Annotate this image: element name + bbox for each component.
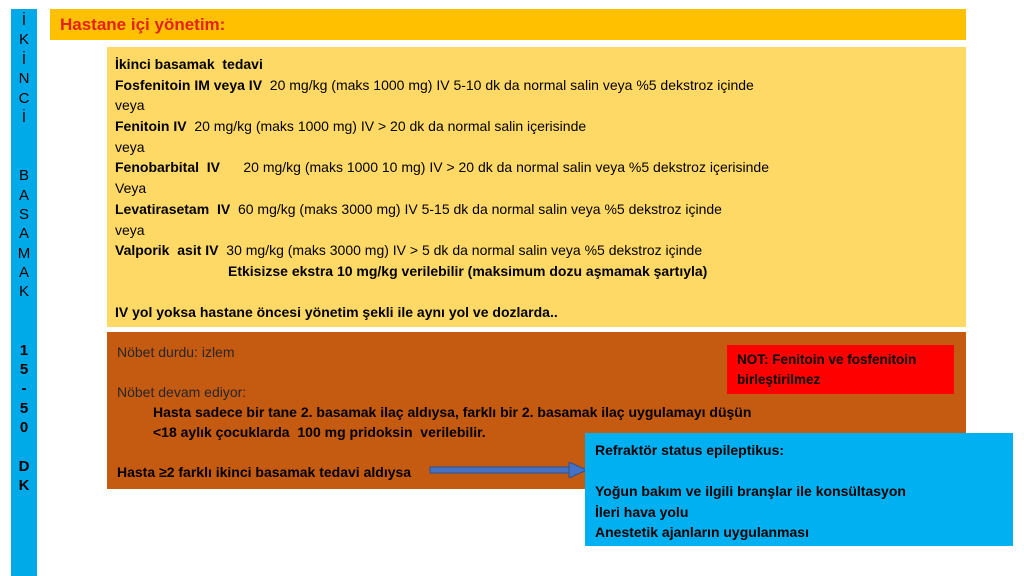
note-line: birleştirilmez: [737, 372, 821, 387]
sidebar-letter: -: [21, 380, 27, 398]
sidebar-letter: A: [18, 225, 29, 243]
sidebar-letter: 1: [19, 341, 29, 359]
sidebar-letter: İ: [21, 108, 27, 126]
connector: Veya: [115, 180, 147, 197]
drug-row: [115, 157, 966, 178]
refractory-title: Refraktör status epileptikus:: [595, 442, 785, 458]
extra-dose-note: Etkisizse ekstra 10 mg/kg verilebilir (maksimum dozu aşmamak şartıyla): [228, 262, 708, 279]
drug-row: [115, 199, 966, 220]
sidebar-letter: N: [18, 70, 30, 88]
sidebar-letter: C: [18, 89, 30, 107]
sidebar-letter: K: [18, 477, 30, 495]
refractory-item: İleri hava yolu: [595, 503, 689, 520]
sidebar-letter: 5: [19, 399, 29, 417]
drug-dose: 60 mg/kg (maks 3000 mg) IV 5-15 dk da normal salin veya %5 dekstroz içinde: [230, 200, 722, 217]
iv-fallback-note: IV yol yoksa hastane öncesi yönetim şekli ile aynı yol ve dozlarda..: [115, 304, 558, 321]
drug-dose: 20 mg/kg (maks 1000 10 mg) IV > 20 dk da normal salin veya %5 dekstroz içerisinde: [220, 159, 769, 176]
drug-row: [115, 75, 966, 96]
refractory-status-box: [585, 433, 1013, 546]
drug-row: [115, 240, 966, 261]
warning-note: [727, 345, 954, 394]
drug-name: Fenitoin IV: [115, 118, 187, 135]
sidebar-letter: 0: [19, 419, 29, 437]
drug-name: Levatirasetam IV: [115, 200, 231, 217]
drug-name: Fenobarbital IV: [115, 159, 221, 176]
sidebar-letter: K: [18, 31, 29, 49]
connector: veya: [115, 97, 145, 114]
refractory-item: Anestetik ajanların uygulanması: [595, 524, 809, 540]
sidebar-letter: B: [18, 167, 29, 185]
sidebar-letter: A: [18, 264, 29, 282]
drug-dose: 20 mg/kg (maks 1000 mg) IV 5-10 dk da normal salin veya %5 dekstroz içinde: [262, 76, 754, 93]
sidebar-letter: A: [18, 186, 29, 204]
pyridoxine-advice: <18 aylık çocuklarda 100 mg pridoksin verilebilir.: [153, 424, 486, 440]
sidebar-letter: İ: [21, 50, 27, 68]
note-line: NOT: Fenitoin ve fosfenitoin: [737, 352, 917, 367]
right-arrow-icon: [429, 462, 589, 478]
seizure-stopped-text: Nöbet durdu: izlem: [117, 344, 235, 360]
drug-dose: 30 mg/kg (maks 3000 mg) IV > 5 dk da normal salin veya %5 dekstroz içinde: [218, 242, 703, 259]
connector: veya: [115, 138, 145, 155]
second-drug-advice: Hasta sadece bir tane 2. basamak ilaç aldıysa, farklı bir 2. basamak ilaç uygulamayı düşün: [153, 404, 752, 420]
refractory-item: Yoğun bakım ve ilgili branşlar ile konsültasyon: [595, 483, 906, 499]
sidebar-letter: 5: [19, 361, 29, 379]
treatment-heading: İkinci basamak tedavi: [115, 56, 263, 72]
vertical-title-bar: [11, 9, 37, 576]
sidebar-letter: M: [17, 244, 31, 262]
sidebar-letter: K: [18, 283, 29, 301]
drug-dose: 20 mg/kg (maks 1000 mg) IV > 20 dk da normal salin içerisinde: [186, 118, 587, 135]
drug-name: Fosfenitoin IM veya IV: [115, 76, 263, 93]
seizure-continuing-text: Nöbet devam ediyor:: [117, 384, 247, 400]
page-title: Hastane içi yönetim:: [50, 9, 966, 40]
sidebar-letter: S: [18, 205, 29, 223]
drug-name: Valporik asit IV: [115, 242, 219, 259]
sidebar-letter: D: [18, 457, 30, 475]
second-line-treatment-box: [107, 47, 966, 327]
connector: veya: [115, 221, 145, 238]
two-drugs-condition: Hasta ≥2 farklı ikinci basamak tedavi aldıysa: [117, 464, 412, 480]
sidebar-letter: İ: [21, 12, 27, 29]
drug-row: [115, 116, 966, 137]
